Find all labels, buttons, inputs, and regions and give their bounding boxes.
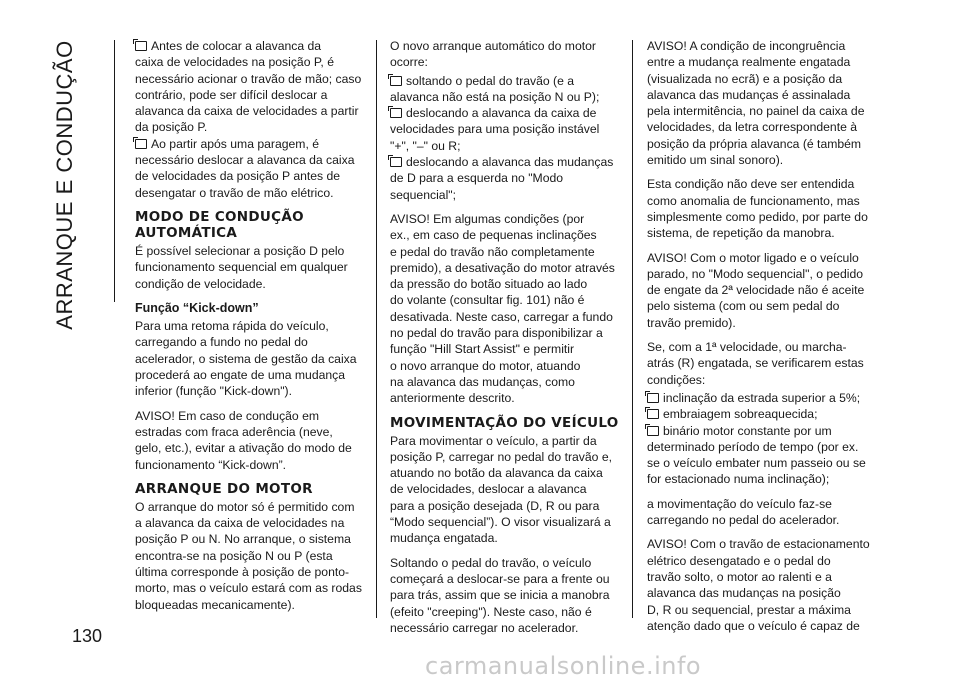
paragraph: Soltando o pedal do travão, o veículo começará a deslocar-se para a frente ou para trás, assim que se inicia a manobra (efeito "creeping"). Neste caso, não é necessário carregar no acelerador. [390,555,610,635]
bullet-icon [390,157,402,167]
bullet-item: deslocando a alavanca da caixa de velocidades para uma posição instável "+", "–" ou R; [390,106,600,153]
paragraph: É possível selecionar a posição D pelo funcionamento sequencial em qualquer condição de velocidade. [135,243,348,291]
bullet-item: inclinação da estrada superior a 5%; [647,390,889,406]
chapter-title-text: ARRANQUE E CONDUÇÃO [52,40,77,330]
bullet-icon [647,409,659,419]
page-number: 130 [72,626,103,646]
column-1 [135,38,377,621]
bullet-item: embraiagem sobreaquecida; [647,406,889,422]
chapter-divider [114,40,115,302]
column-3 [647,38,889,642]
paragraph: a movimentação do veículo faz-se carregando no pedal do acelerador. [647,496,840,528]
bullet-icon [647,393,659,403]
chapter-title [50,40,80,330]
warning-paragraph: AVISO! Com o travão de estacionamento elétrico desengatado e o pedal do travão solto, o motor ao ralenti e a alavanca das mudanças na posição D, R ou sequencial, prestar a máxima atenção dado que o veículo é capaz de [647,537,870,633]
bullet-item: soltando o pedal do travão (e a alavanca não está na posição N ou P); [390,73,600,104]
section-heading-automatic-mode: MODO DE CONDUÇÃO AUTOMÁTICA [135,208,304,241]
paragraph: O novo arranque automático do motor ocorre: [390,39,596,70]
subheading-kick-down: Função “Kick-down” [135,300,259,315]
paragraph: Se, com a 1ª velocidade, ou marcha- atrás (R) engatada, se verificarem estas condições: [647,340,864,387]
bullet-icon [135,139,147,149]
bullet-icon [390,76,402,86]
bullet-item: binário motor constante por um determinado período de tempo (por ex. se o veículo embater num passeio ou se for estacionado numa inclinação); [647,423,866,487]
paragraph: Esta condição não deve ser entendida como anomalia de funcionamento, mas simplesmente como pedido, por parte do sistema, de repetição da manobra. [647,177,868,241]
bullet-icon [647,426,659,436]
bullet-icon [135,41,147,51]
col1-bullets [135,38,377,201]
column-2 [390,38,632,644]
section-heading-engine-start: ARRANQUE DO MOTOR [135,480,313,497]
bullet-item: Ao partir após uma paragem, é necessário deslocar a alavanca da caixa de velocidades da posição P antes de desengatar o travão de mão elétrico. [135,136,355,200]
column-divider-2 [632,40,633,618]
watermark: carmanualsonline.info [425,652,702,680]
paragraph: Para uma retoma rápida do veículo, carregando a fundo no pedal do acelerador, o sistema de gestão da caixa procederá ao engate de uma mudança inferior (função "Kick-down"). [135,319,357,399]
warning-paragraph: AVISO! Com o motor ligado e o veículo parado, no "Modo sequencial", o pedido de engate da 2ª velocidade não é aceite pelo sistema (com ou sem pedal do travão premido). [647,250,865,330]
paragraph: Para movimentar o veículo, a partir da posição P, carregar no pedal do travão e, atuando no botão da alavanca da caixa de velocidades, deslocar a alavanca para a posição desejada (D, R ou para “Modo sequencial”). O visor visualizará a mudança engatada. [390,433,613,546]
bullet-item: Antes de colocar a alavanca da caixa de velocidades na posição P, é necessário acionar o travão de mão; caso contrário, pode ser difícil deslocar a alavanca da caixa de velocidades a partir da posição P. [135,39,362,135]
bullet-item: deslocando a alavanca das mudanças de D para a esquerda no "Modo sequencial"; [390,155,614,202]
section-heading-vehicle-movement: MOVIMENTAÇÃO DO VEÍCULO [390,414,619,431]
warning-paragraph: AVISO! Em caso de condução em estradas com fraca aderência (neve, gelo, etc.), evitar a ativação do modo de funcionamento “Kick-down”. [135,408,352,472]
warning-paragraph: AVISO! Em algumas condições (por ex., em caso de pequenas inclinações e pedal do travão não completamente premido), a desativação do motor através da pressão do botão situado ao lado do volante (consultar fig. 101) não é desativada. Neste caso, carregar a fundo no pedal do travão para disponibilizar a função "Hill Start Assist" e permitir o novo arranque do motor, atuando na alavanca das mudanças, como anteriormente descrito. [390,211,615,406]
warning-paragraph: AVISO! A condição de incongruência entre a mudança realmente engatada (visualizada no ecrã) e a posição da alavanca das mudanças é assinalada pela intermitência, no painel da caixa de velocidades, da letra correspondente à posição da própria alavanca (é também emitido um sinal sonoro). [647,39,865,168]
paragraph: O arranque do motor só é permitido com a alavanca da caixa de velocidades na posição P ou N. No arranque, o sistema encontra-se na posição N ou P (esta última corresponde à posição de ponto- morto, mas o veículo estará com as rodas bloqueadas mecanicamente). [135,499,362,612]
bullet-icon [390,108,402,118]
